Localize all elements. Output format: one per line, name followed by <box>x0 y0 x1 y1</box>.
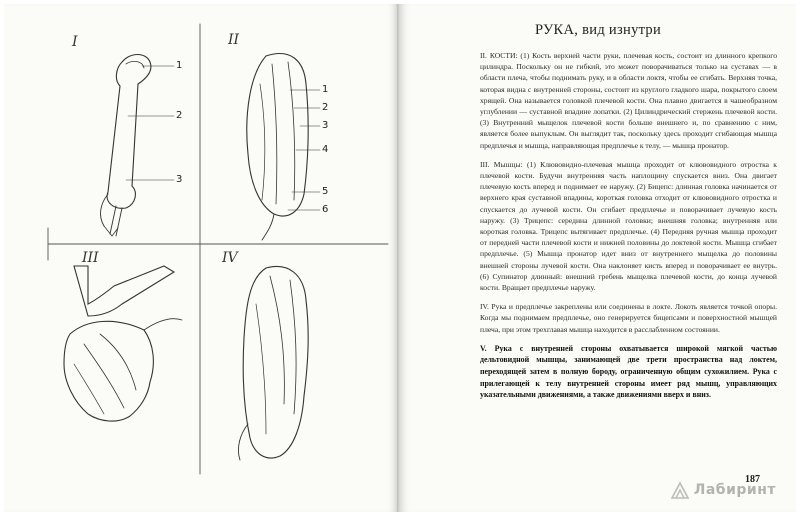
panel-1-numeral: I <box>72 34 78 50</box>
paragraph-muscles: III. Мышцы: (1) Клювовидно-плечевая мышца проходит от клювовидного отростка к плечевой кости. Будучи внутренняя часть наплощину спускается вниз. Она двигает плечевую кость вперед и поднимает ее наружу. (2) Бицепс: длинная головка начинается от верхнего края суставной впадины, короткая головка отходит от клювовидного отростка и спускается до лучевой кости. Он сгибает предплечье и поворачивает лучевую кость наружу. (3) Трицепс: середина длинной головки; внешняя головка; внутренняя или короткая головка. Трицепс вытягивает предплечье. (4) Передняя ручная мышца проходит от передней части плечевой кости и нижней половины до локтевой кости. Мышца сгибает предплечье. (5) Мышца пронатор идет вниз от внутреннего мыщелка до половины внешней стороны лучевой кости. Она наклоняет кисть вперед и поворачивает ее внутрь. (6) Супинатор длинный: внешний гребень мыщелка плечевой кости, до конца лучевой кости. Вращает предплечье наружу. <box>480 159 777 293</box>
watermark-text: Лабиринт <box>693 482 776 498</box>
panel-2-label-5: 5 <box>322 186 329 197</box>
page-title: РУКА, вид изнутри <box>534 22 662 38</box>
panel-1-label-1: 1 <box>176 60 183 71</box>
panel-4-numeral: IV <box>222 250 238 266</box>
right-page <box>400 4 796 512</box>
panel-1-bone-drawing <box>101 55 174 237</box>
page-number: 187 <box>745 474 760 485</box>
arm-sketches <box>4 4 398 512</box>
panel-2-label-3: 3 <box>322 120 329 131</box>
panel-2-muscle-drawing <box>247 54 320 240</box>
anatomy-drawings <box>4 4 398 512</box>
panel-2-label-6: 6 <box>322 204 329 215</box>
watermark <box>670 480 776 500</box>
panel-4-arm-drawing <box>238 266 308 460</box>
panel-2-label-2: 2 <box>322 102 329 113</box>
panel-3-numeral: III <box>82 250 99 266</box>
page-text <box>480 50 777 409</box>
left-page <box>4 4 398 512</box>
paragraph-bones: II. КОСТИ: (1) Кость верхней части руки, плечевая кость, состоит из длинного крепкого цилиндра. Поскольку он не гибкий, это может поворачиваться только на суставах — в области плеча, чтобы поднимать руку, и в области локтя, чтобы ее сгибать. Верхняя точка, которая видна с внутренней стороны, состоит из круглого гладкого шара, покрытого слоем хрящей. Она называется головкой плечевой кости. Она плавно двигается в чашеобразном углублении — суставной впадине лопатки. (2) Цилиндрический стержень плечевой кости. (3) Внутренний мыщелок плечевой кости больше внешнего и, по сравнению с ним, является более выпуклым. Он выглядит так, поскольку здесь проходит сгибающая мышца предплечья и мышца, направляющая предплечье к телу, — мышца пронатор. <box>480 51 777 150</box>
panel-3-arm-drawing <box>64 266 182 421</box>
paragraph-elbow: IV. Рука и предплечье закреплены или соединены в локте. Локоть является точкой опоры. Когда мы поднимаем предплечье, оно генерируется бицепсами и поверхностной мышцей плеча, при этом трехглавая мышца находится в расслабленном состоянии. <box>480 302 777 334</box>
panel-2-numeral: II <box>228 32 240 48</box>
labyrinth-logo-icon <box>670 480 690 500</box>
panel-2-label-4: 4 <box>322 144 329 155</box>
panel-2-label-1: 1 <box>322 84 329 95</box>
panel-1-label-2: 2 <box>176 110 183 121</box>
paragraph-inner-side: V. Рука с внутренней стороны охватывается широкой мягкой частью дельтовидной мышцы, занимающей две трети пространства над локтем, переходящей затем в полную бороду, ограниченную общим сухожилием. Рука с прилегающей к телу внутренней стороны имеет ряд мышц, управляющих указательными движениями, а также движениями вверх и вниз. <box>480 343 777 400</box>
panel-1-label-3: 3 <box>176 174 183 185</box>
